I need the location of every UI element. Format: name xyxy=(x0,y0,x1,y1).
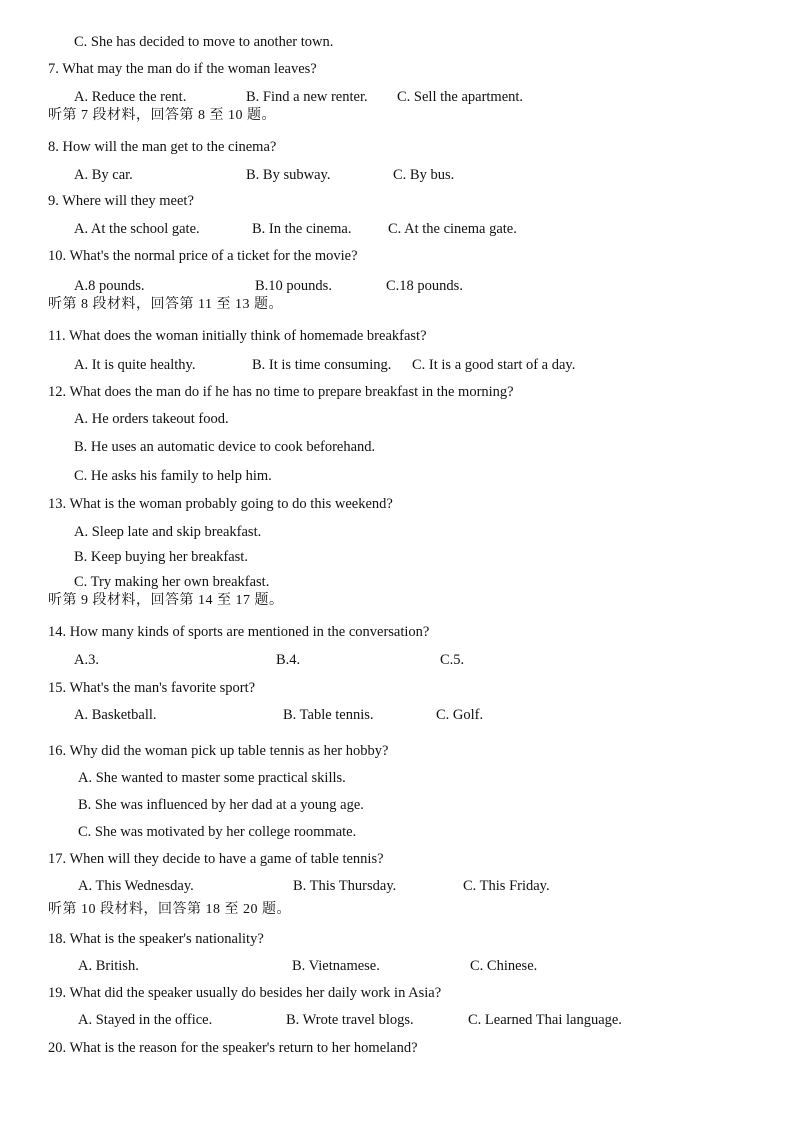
option-text: C. She has decided to move to another town. xyxy=(74,34,334,50)
q12-option-c: C. He asks his family to help him. xyxy=(74,468,272,484)
q18-option-a: A. British. xyxy=(78,958,139,974)
q19-option-c: C. Learned Thai language. xyxy=(468,1012,622,1028)
q17-option-b: B. This Thursday. xyxy=(293,878,397,894)
q10-option-a: A.8 pounds. xyxy=(74,278,145,294)
question-12: 12. What does the man do if he has no time to prepare breakfast in the morning? xyxy=(48,384,514,400)
q7-option-b: B. Find a new renter. xyxy=(246,89,368,105)
question-15: 15. What's the man's favorite sport? xyxy=(48,680,256,696)
q16-option-a: A. She wanted to master some practical skills. xyxy=(78,770,346,786)
q9-option-b: B. In the cinema. xyxy=(252,221,352,237)
q12-option-b: B. He uses an automatic device to cook beforehand. xyxy=(74,439,376,455)
q8-option-c: C. By bus. xyxy=(393,167,455,183)
q14-option-c: C.5. xyxy=(440,652,465,668)
q15-option-b: B. Table tennis. xyxy=(283,707,374,723)
q14-option-a: A.3. xyxy=(74,652,99,668)
q15-option-c: C. Golf. xyxy=(436,707,484,723)
question-9: 9. Where will they meet? xyxy=(48,193,194,209)
q7-option-c: C. Sell the apartment. xyxy=(397,89,524,105)
question-20: 20. What is the reason for the speaker's return to her homeland? xyxy=(48,1040,418,1056)
q11-option-c: C. It is a good start of a day. xyxy=(412,357,576,373)
q18-option-c: C. Chinese. xyxy=(470,958,538,974)
q17-option-a: A. This Wednesday. xyxy=(78,878,194,894)
q12-option-a: A. He orders takeout food. xyxy=(74,411,229,427)
q16-option-c: C. She was motivated by her college roommate. xyxy=(78,824,357,840)
section-heading-10: 听第 10 段材料，回答第 18 至 20 题。 xyxy=(48,902,291,917)
question-19: 19. What did the speaker usually do besides her daily work in Asia? xyxy=(48,985,442,1001)
question-11: 11. What does the woman initially think of homemade breakfast? xyxy=(48,328,427,344)
question-8: 8. How will the man get to the cinema? xyxy=(48,139,277,155)
q19-option-b: B. Wrote travel blogs. xyxy=(286,1012,414,1028)
question-18: 18. What is the speaker's nationality? xyxy=(48,931,264,947)
q18-option-b: B. Vietnamese. xyxy=(292,958,380,974)
q13-option-a: A. Sleep late and skip breakfast. xyxy=(74,524,262,540)
question-7: 7. What may the man do if the woman leaves? xyxy=(48,61,317,77)
question-13: 13. What is the woman probably going to do this weekend? xyxy=(48,496,393,512)
q9-option-c: C. At the cinema gate. xyxy=(388,221,517,237)
q8-option-a: A. By car. xyxy=(74,167,133,183)
q8-option-b: B. By subway. xyxy=(246,167,331,183)
q9-option-a: A. At the school gate. xyxy=(74,221,200,237)
q19-option-a: A. Stayed in the office. xyxy=(78,1012,213,1028)
q10-option-c: C.18 pounds. xyxy=(386,278,463,294)
question-16: 16. Why did the woman pick up table tennis as her hobby? xyxy=(48,743,389,759)
question-14: 14. How many kinds of sports are mentioned in the conversation? xyxy=(48,624,430,640)
q13-option-b: B. Keep buying her breakfast. xyxy=(74,549,248,565)
section-heading-9: 听第 9 段材料，回答第 14 至 17 题。 xyxy=(48,593,284,608)
q10-option-b: B.10 pounds. xyxy=(255,278,332,294)
question-17: 17. When will they decide to have a game of table tennis? xyxy=(48,851,384,867)
section-heading-7: 听第 7 段材料，回答第 8 至 10 题。 xyxy=(48,108,276,123)
q15-option-a: A. Basketball. xyxy=(74,707,157,723)
q16-option-b: B. She was influenced by her dad at a young age. xyxy=(78,797,364,813)
q11-option-b: B. It is time consuming. xyxy=(252,357,392,373)
q7-option-a: A. Reduce the rent. xyxy=(74,89,187,105)
q14-option-b: B.4. xyxy=(276,652,301,668)
q13-option-c: C. Try making her own breakfast. xyxy=(74,574,270,590)
q17-option-c: C. This Friday. xyxy=(463,878,550,894)
section-heading-8: 听第 8 段材料，回答第 11 至 13 题。 xyxy=(48,297,283,312)
question-10: 10. What's the normal price of a ticket for the movie? xyxy=(48,248,358,264)
q11-option-a: A. It is quite healthy. xyxy=(74,357,196,373)
